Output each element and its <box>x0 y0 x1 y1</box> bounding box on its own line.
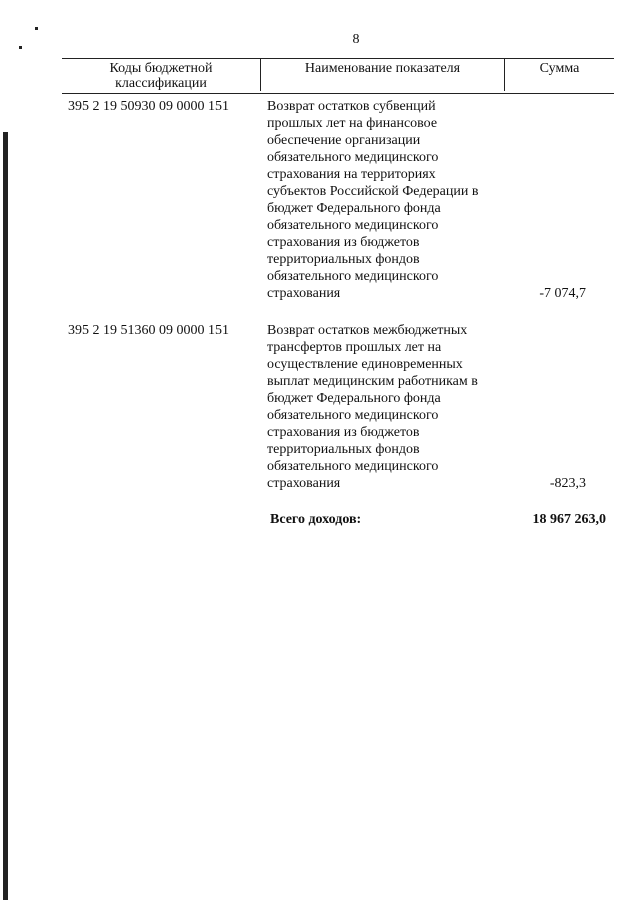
scan-speck <box>35 27 38 30</box>
table-header <box>62 58 614 94</box>
row-code: 395 2 19 51360 09 0000 151 <box>68 323 229 338</box>
total-label: Всего доходов: <box>270 512 362 527</box>
budget-table <box>62 58 614 94</box>
row-name: Возврат остатков субвенций прошлых лет на финансовое обеспечение организации обязательного медицинского страхования на территориях субъектов Российской Федерации в бюджет Федерального фонда обязательного медицинского страхования из бюджетов территориальных фондов обязательного медицинского страхования <box>267 99 479 301</box>
total-row <box>62 511 614 531</box>
total-amount: 18 967 263,0 <box>532 512 606 527</box>
table-row <box>62 98 614 308</box>
header-name: Наименование показателя <box>260 59 504 91</box>
row-name: Возврат остатков межбюджетных трансфертов прошлых лет на осуществление единовременных выплат медицинским работникам в бюджет Федерального фонда обязательного медицинского страхования из бюджетов территориальных фондов обязательного медицинского страхования <box>267 323 478 491</box>
scan-edge-bar <box>3 132 8 900</box>
table-row <box>62 322 614 498</box>
header-codes: Коды бюджетной классификации <box>109 61 213 91</box>
header-amount: Сумма <box>504 59 614 91</box>
row-code: 395 2 19 50930 09 0000 151 <box>68 99 229 114</box>
row-amount: -7 074,7 <box>539 286 586 301</box>
row-amount: -823,3 <box>549 476 586 491</box>
page-number: 8 <box>352 32 360 47</box>
